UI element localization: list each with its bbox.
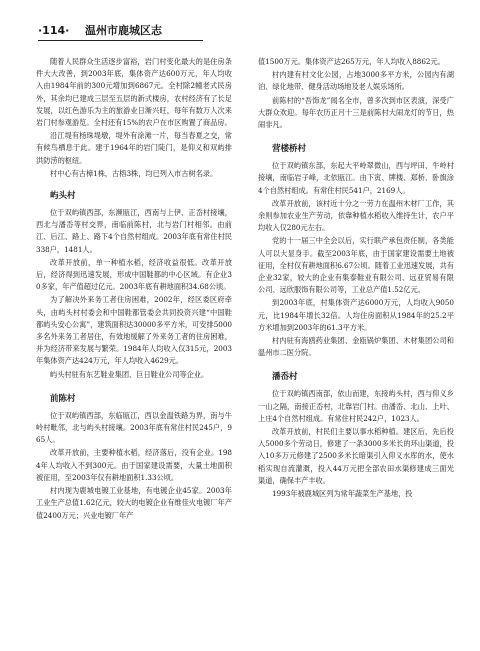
paragraph: 屿头村驻有东艺鞋业集团、巨日鞋业公司等企业。 bbox=[50, 369, 209, 379]
paragraph: 到2003年底，村集体资产达6000万元，人均收入9050元，比1984年增长32倍。人均住房面积从1984年的25.2平方米增加到2003年的61.3平方米。 bbox=[258, 298, 454, 332]
paragraph: 改革开放前，该村近十分之一劳力在温州木材厂工作，其余则参加农业生产劳动，依靠种植水稻收入维持生计，农户平均收入仅280元左右。 bbox=[258, 198, 454, 233]
left-column bbox=[36, 56, 232, 523]
right-column bbox=[258, 56, 454, 501]
section-heading-qianchen: 前陈村 bbox=[50, 393, 76, 404]
paragraph: 前陈村的“吾饰龙”闻名全市，曾多次到市区表演，深受广大群众欢迎。每年农历正月十三是前陈村大闹龙灯的节日，热闹非凡。 bbox=[258, 95, 454, 130]
paragraph: 值1500万元。集体资产达265万元，年人均收入8862元。 bbox=[258, 57, 445, 66]
paragraph: 党的十一届三中全会以后，实行联产承包责任制，各类能人可以大显身手。截至2003年底，由于国家建设需要土地被征用，全村仅有耕地面积6.67公顷。随着工业迅速发展，共有企业32家，较大的企业有集泰鞋业有限公司、远亚贸易有限公司、远欣服饰有限公司等，工业总产值1.52亿元。 bbox=[258, 236, 454, 295]
paragraph: 位于双屿镇西部，东临瓯江，西以金温铁路为界，南与牛岭村毗邻，北与屿头村接壤。2003年底有常住村民245户，965人。 bbox=[36, 410, 232, 445]
paragraph: 村内现为鹿城电镀工业基地，有电镀企业45家。2003年工业生产总值1.62亿元，较大的电镀企业有维佳火电镀厂年产值2400万元；兴业电镀厂年产 bbox=[36, 486, 232, 520]
section-heading-yutou: 屿头村 bbox=[50, 191, 76, 202]
header-rule bbox=[38, 40, 203, 41]
paragraph: 位于双屿镇西部，东濒瓯江，西南与上伊、正岙村接壤，西北与潘岙等村交界，南临前陈村，北与岩门村相邻。由前江、后江、路上、路下4个自然村组成。2003年底有常住村民338户，1481人。 bbox=[36, 208, 232, 254]
paragraph: 改革开放前，单一种植水稻，经济收益很低。改革开放后，经济得到迅速发展，形成中国鞋都的中心区域。有企业30多家，年产值超过亿元。2003年底有耕地面积34.68公顷。 bbox=[36, 257, 232, 292]
paragraph: 沿江堤有杨珠堤墩，堤外有涂滩一片，每当春夏之交，常有候鸟栖息于此。建于1964年的岩门陡门，是仰义和双屿排洪防涝的枢纽。 bbox=[36, 131, 232, 165]
paragraph: 位于双屿镇东部，东起大平岭翠微山，西与坪田、牛岭村接壤，南临岩子峰，北依瓯江。由下寅、牌楼、郑桥、卧旗涂4个自然村组成。有常住村民541户，2169人。 bbox=[258, 161, 454, 195]
paragraph: 改革开放前，主要种植水稻，经济落后，没有企业。1984年人均收入不到300元。由于国家建设需要，大量土地面积被征用，至2003年仅有耕地面积1.33公顷。 bbox=[36, 448, 232, 482]
paragraph: 村内建有村文化公园，占地3000多平方米，公园内有湖泊、绿化地带、健身活动场地及老人娱乐场所。 bbox=[258, 70, 454, 92]
paragraph: 1993年被鹿城区列为常年蔬菜生产基地，投 bbox=[272, 489, 413, 499]
paragraph: 改革开放前，村民们主要以事水稻种植。建区后，先后投入5000多个劳动日，修建了一条3000多米长的环山渠道，投入10多万元修建了2500多米长暗渠引入仰义水库的水，使水稻实现自流灌溉，投入44万元把全部农田水渠修建成三面光渠道，确保丰产丰收。 bbox=[258, 427, 454, 485]
section-heading-panao: 潘岙村 bbox=[272, 372, 298, 383]
paragraph: 村中心有古樟1株，古榕3株，均已列入市古树名录。 bbox=[50, 168, 218, 178]
section-heading-yinglouqiao: 营楼桥村 bbox=[272, 144, 307, 155]
paragraph: 位于双屿镇西南部，依山而建，东接屿头村，西与仰义乡一山之隔，南接正岙村，北靠岩门村。由潘岙、北山、上叶、上庄4个自然村组成。有常住村民242户，1023人。 bbox=[258, 389, 454, 423]
paragraph: 随着人民群众生活逐步富裕，岩门村变化最大的是住房条件大大改善，到2003年底，集体资产达600万元，年人均收入由1984年前的300元增加到6867元。全村除2幢老式民房外，其余均已建成三层至五层的新式楼房，农村经济有了长足发展，以红色游乐为主的旅游业日渐兴旺，每年有数万人次来岩门村参观游览。全村还有15%的农户在市区购置了商品房。 bbox=[36, 57, 232, 128]
running-header bbox=[38, 22, 442, 38]
paragraph: 村内驻有海鸥药业集团、金瓯锅炉集团、木材集团公司和温州市二医分院。 bbox=[258, 336, 454, 358]
paragraph: 为了解决外来务工者住房困难，2002年，经区委区府牵头，由屿头村村委会和中国鞋都管委会共同投资兴建“中国鞋都屿头安心公寓”，建筑面积达30000多平方米，可安排5000多名外来务工者居住，有效地缓解了外来务工者的住房困难，并为经济带来发展与繁荣。1984年人均收入仅315元，2003年集体资产达424万元，年人均收入4629元。 bbox=[36, 295, 232, 366]
page-number: ·114· bbox=[38, 24, 70, 37]
book-title: 温州市鹿城区志 bbox=[85, 24, 163, 37]
